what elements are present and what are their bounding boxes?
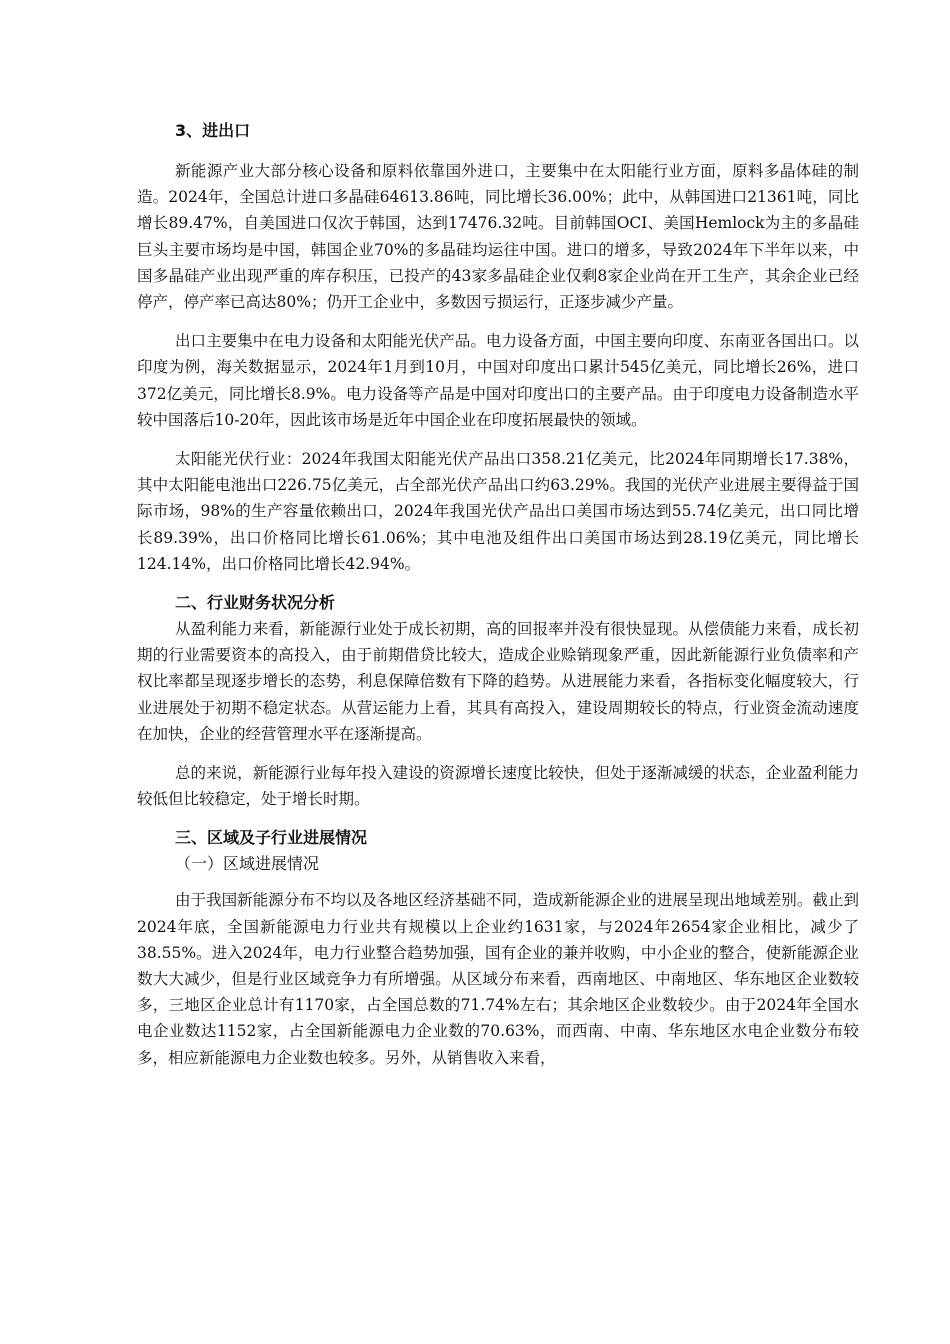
subsection-heading-region: （一）区域进展情况 — [175, 854, 320, 874]
section-heading-import-export: 3、进出口 — [175, 121, 251, 140]
paragraph-export-power-equipment: 出口主要集中在电力设备和太阳能光伏产品。电力设备方面，中国主要向印度、东南亚各国出口。以印度为例，海关数据显示，2024年1月到10月，中国对印度出口累计545亿美元，同比增长26%，进口372亿美元，同比增长8.9%。电力设备等产品是中国对印度出口的主要产品。由于印度电力设备制造水平较中国落后10-20年，因此该市场是近年中国企业在印度拓展最快的领域。 — [137, 332, 859, 429]
paragraph-import: 新能源产业大部分核心设备和原料依靠国外进口，主要集中在太阳能行业方面，原料多晶体硅的制造。2024年，全国总计进口多晶硅64613.86吨，同比增长36.00%；此中，从韩国进口21361吨，同比增长89.47%，自美国进口仅次于韩国，达到17476.32吨。目前韩国OCI、美国Hemlock为主的多晶硅巨头主要市场均是中国，韩国企业70%的多晶硅均运往中国。进口的增多，导致2024年下半年以来，中国多晶硅产业出现严重的库存积压，已投产的43家多晶硅企业仅剩8家企业尚在开工生产，其余企业已经停产，停产率已高达80%；仍开工企业中，多数因亏损运行，正逐步减少产量。 — [137, 162, 859, 312]
section-heading-finance: 二、行业财务状况分析 — [175, 593, 336, 613]
document-body — [137, 118, 859, 1084]
paragraph-region-development: 由于我国新能源分布不均以及各地区经济基础不同，造成新能源企业的进展呈现出地域差别。截止到2024年底，全国新能源电力行业共有规模以上企业约1631家，与2024年2654家企业相比，减少了38.55%。进入2024年，电力行业整合趋势加强，国有企业的兼并收购，中小企业的整合，使新能源企业数大大减少，但是行业区域竞争力有所增强。从区域分布来看，西南地区、中南地区、华东地区企业数较多，三地区企业总计有1170家，占全国总数的71.74%左右；其余地区企业数较少。由于2024年全国水电企业数达1152家，占全国新能源电力企业数的70.63%，而西南、中南、华东地区水电企业数分布较多，相应新能源电力企业数也较多。另外，从销售收入来看， — [137, 891, 859, 1067]
paragraph-finance-analysis: 从盈利能力来看，新能源行业处于成长初期，高的回报率并没有很快显现。从偿债能力来看，成长初期的行业需要资本的高投入，由于前期借贷比较大，造成企业赊销现象严重，因此新能源行业负债率和产权比率都呈现逐步增长的态势，利息保障倍数有下降的趋势。从进展能力来看，各指标变化幅度较大，行业进展处于初期不稳定状态。从营运能力上看，其具有高投入，建设周期较长的特点，行业资金流动速度在加快，企业的经营管理水平在逐渐提高。 — [137, 620, 859, 743]
paragraph-finance-summary: 总的来说，新能源行业每年投入建设的资源增长速度比较快，但处于逐渐减缓的状态，企业盈利能力较低但比较稳定，处于增长时期。 — [137, 764, 859, 809]
paragraph-export-solar-pv: 太阳能光伏行业：2024年我国太阳能光伏产品出口358.21亿美元，比2024年同期增长17.38%，其中太阳能电池出口226.75亿美元，占全部光伏产品出口约63.29%。我国的光伏产业进展主要得益于国际市场，98%的生产容量依赖出口，2024年我国光伏产品出口美国市场达到55.74亿美元，出口同比增长89.39%，出口价格同比增长61.06%；其中电池及组件出口美国市场达到28.19亿美元，同比增长124.14%，出口价格同比增长42.94%。 — [137, 450, 859, 573]
section-heading-region: 三、区域及子行业进展情况 — [175, 828, 368, 848]
